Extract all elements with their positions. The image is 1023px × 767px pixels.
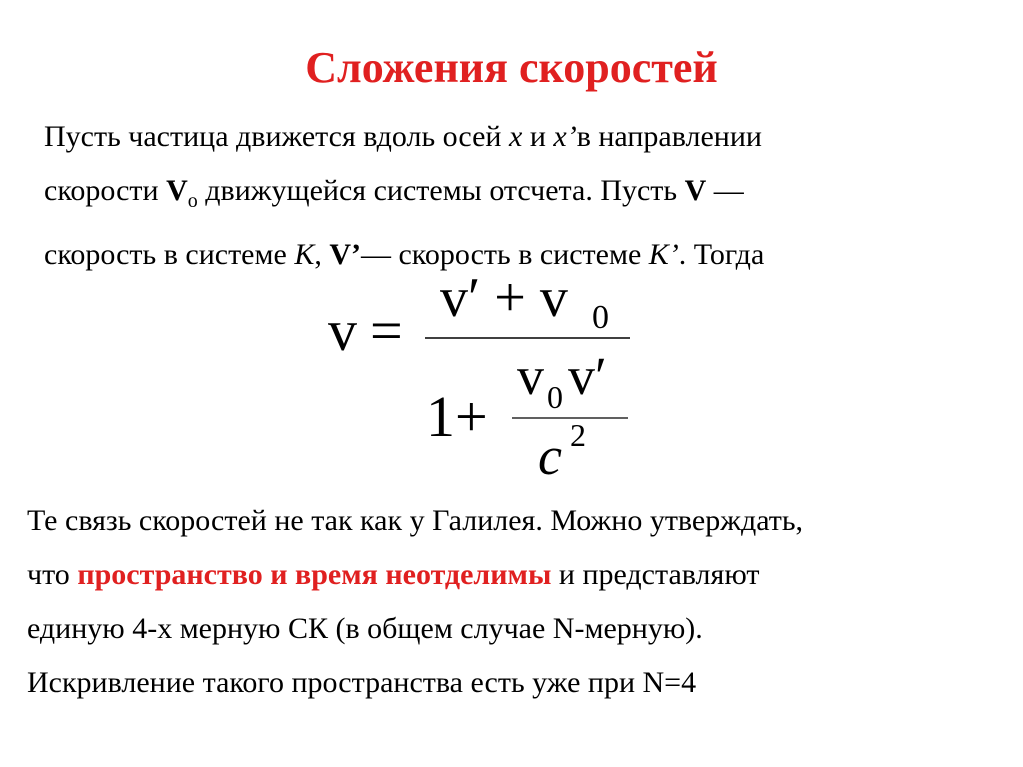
formula-inner-numerator-prime: v′ xyxy=(568,346,607,406)
formula-one-plus: 1+ xyxy=(426,384,488,449)
intro-line-2: скорости $V_o$ движущейся системы отсчета. Пусть V — xyxy=(44,174,744,212)
conclusion-line-3: единую 4-х мерную СК (в общем случае N-мерную). xyxy=(27,612,703,645)
conclusion-paragraph xyxy=(27,494,1007,710)
intro-line-3: скорость в системе K, V’— скорость в системе K’. Тогда xyxy=(44,238,765,271)
slide-title: Сложения скоростей xyxy=(305,43,718,92)
formula-inner-denominator: c xyxy=(538,426,562,486)
highlight-phrase: пространство и время неотделимы xyxy=(77,558,552,591)
conclusion-line-1: Те связь скоростей не так как у Галилея. Можно утверждать, xyxy=(27,504,804,537)
formula-inner-numerator: v xyxy=(517,346,544,406)
formula-equals: = xyxy=(370,298,403,363)
conclusion-line-2: что пространство и время неотделимы и представляют xyxy=(27,558,760,591)
intro-line-1: Пусть частица движется вдоль осей x и x’в направлении xyxy=(44,120,762,153)
conclusion-line-4: Искривление такого пространства есть уже при N=4 xyxy=(27,666,697,699)
formula-inner-denominator-exp: 2 xyxy=(570,417,586,453)
intro-paragraph xyxy=(44,110,1004,282)
formula-numerator: v′ + v xyxy=(440,268,568,329)
formula-numerator-sub: 0 xyxy=(592,299,609,336)
formula-lhs: v xyxy=(328,298,357,363)
velocity-addition-formula xyxy=(300,268,660,490)
formula-inner-numerator-sub: 0 xyxy=(547,379,563,415)
